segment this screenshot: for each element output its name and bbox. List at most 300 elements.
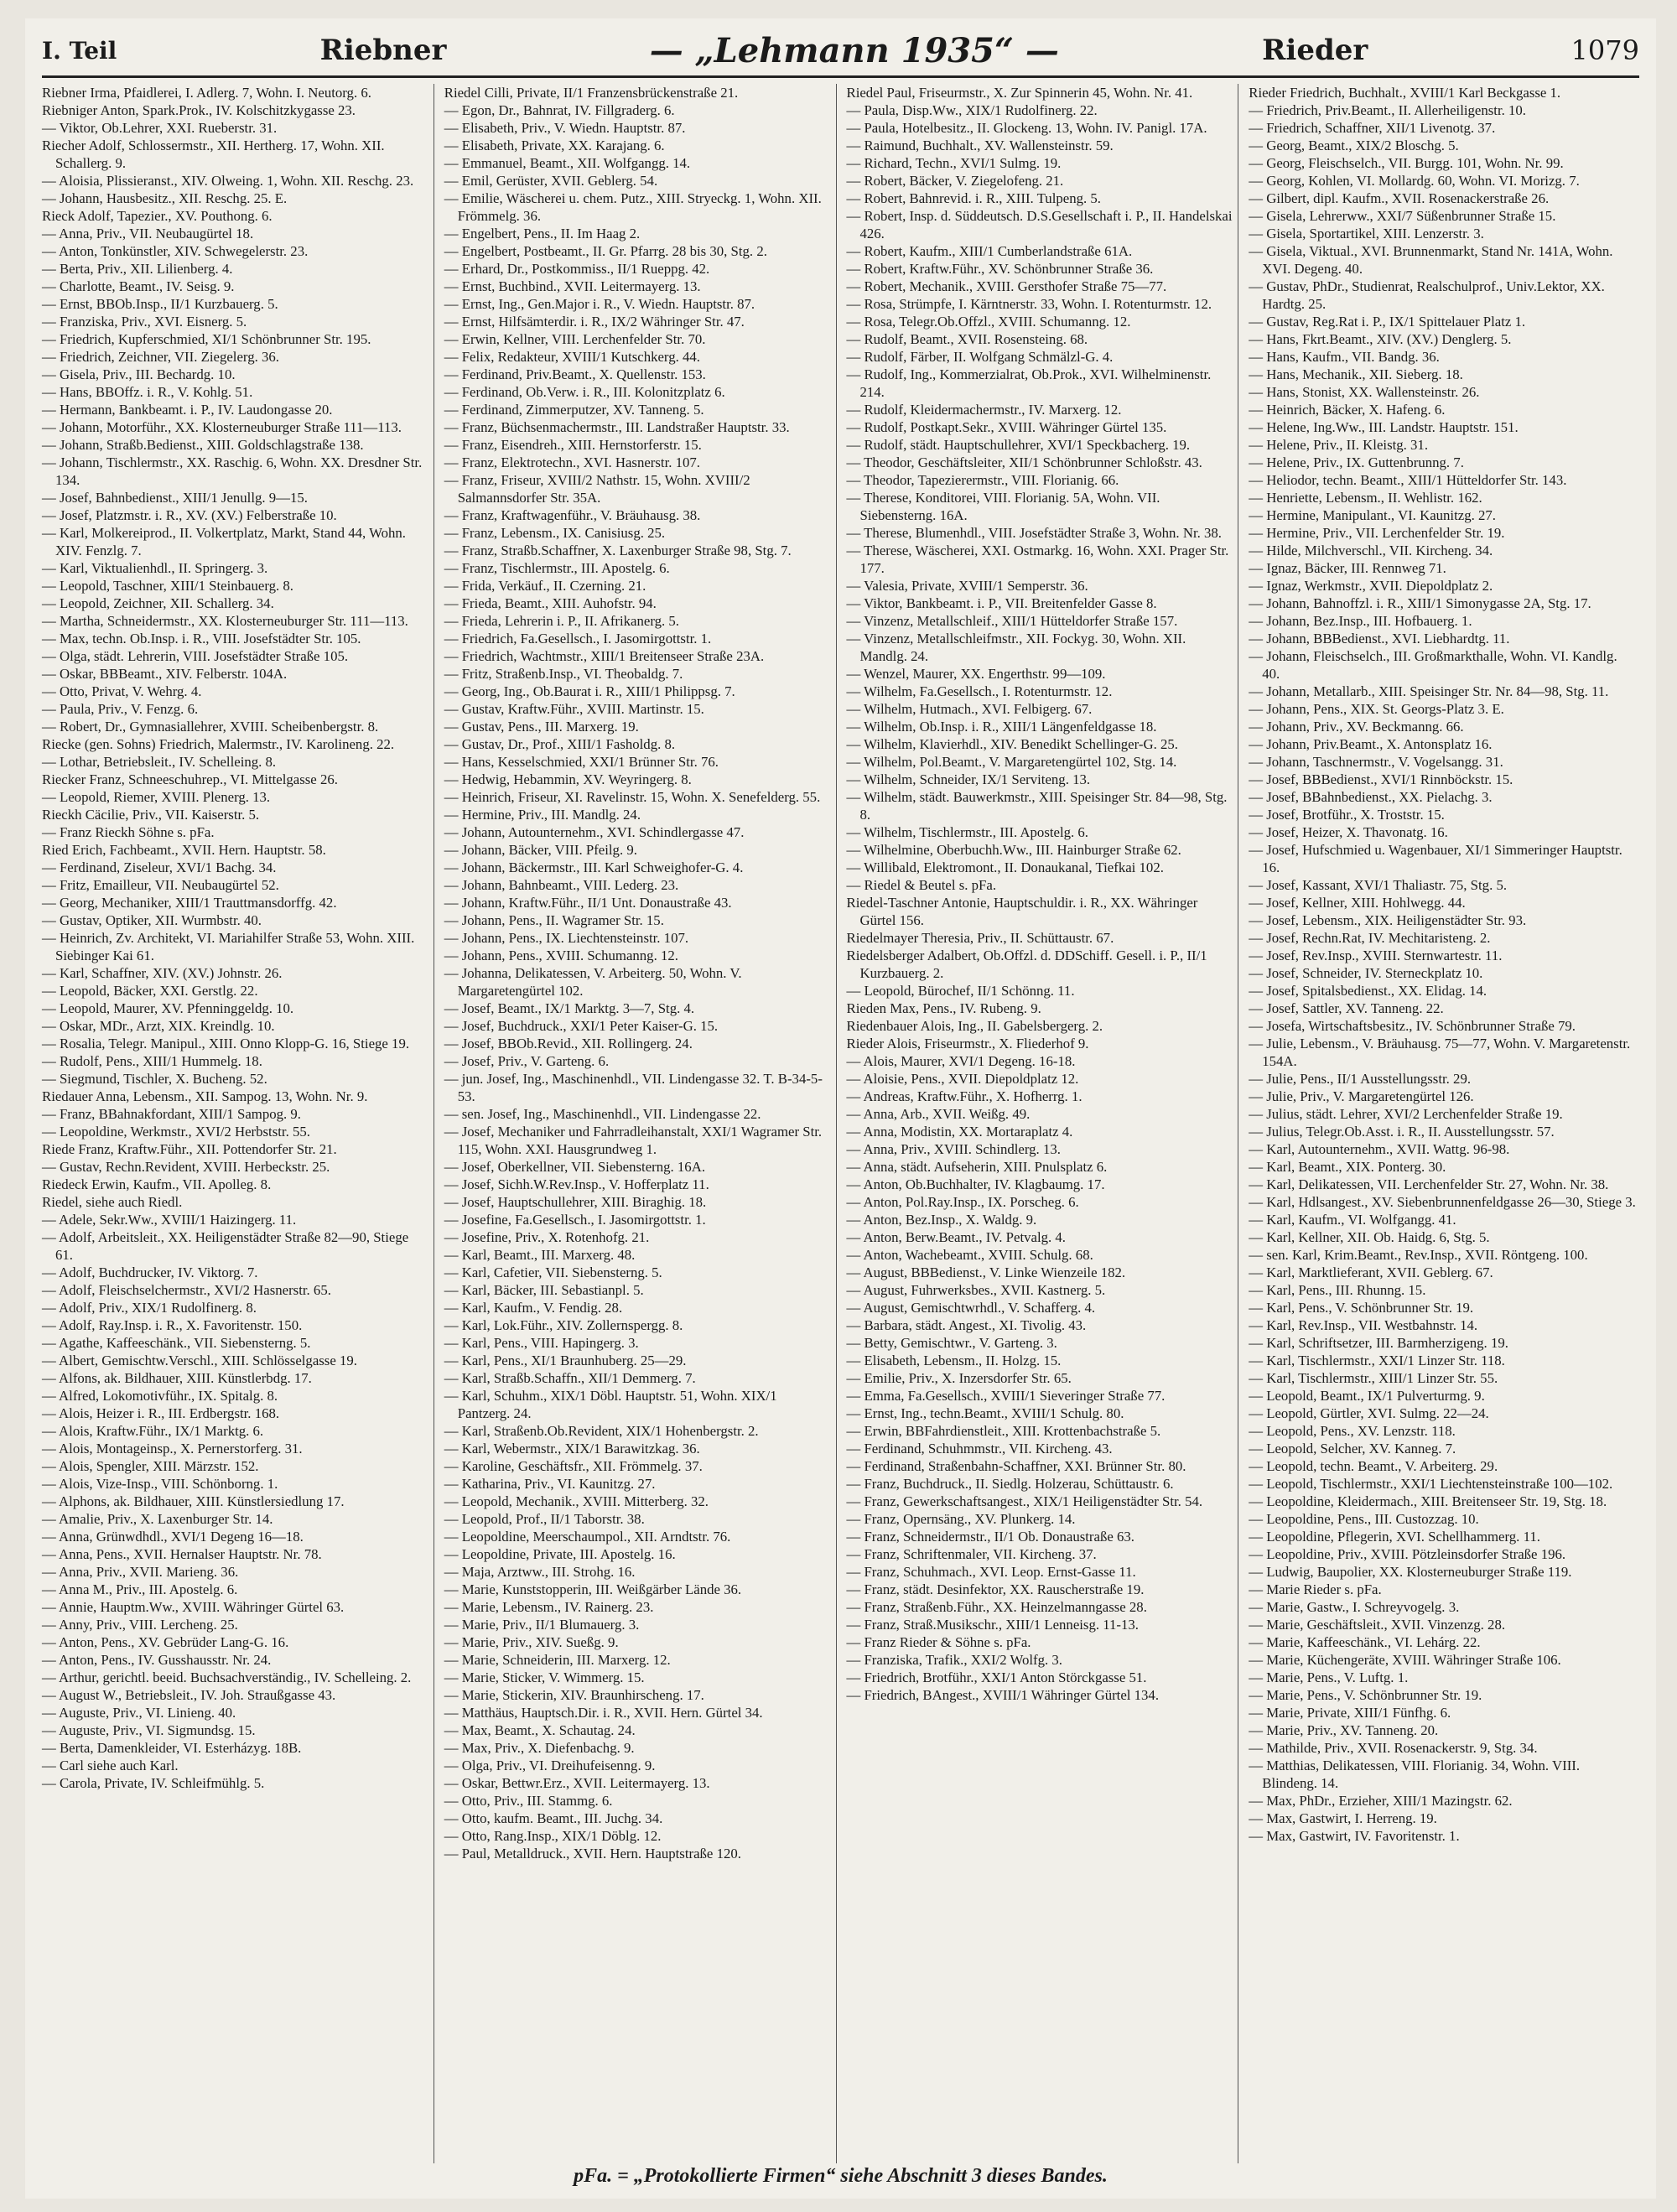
directory-entry: — Josef, Kassant, XVI/1 Thaliastr. 75, Stg. 5. [1249,877,1508,893]
directory-entry: — Robert, Kaufm., XIII/1 Cumberlandstraße 61A. [846,243,1133,259]
directory-entry: — Leopoldine, Pflegerin, XVI. Schellhammerg. 11. [1249,1529,1540,1545]
directory-entry: — Hans, Fkrt.Beamt., XIV. (XV.) Denglerg. 5. [1249,331,1512,347]
directory-entry: — Josef, Bahnbedienst., XIII/1 Jenullg. 9—15. [42,490,308,506]
directory-entry: — Carola, Private, IV. Schleifmühlg. 5. [42,1775,265,1791]
directory-entry: — Josef, BBahnbedienst., XX. Pielachg. 3. [1249,789,1493,805]
directory-entry: — Franz, Gewerkschaftsangest., XIX/1 Heiligenstädter Str. 54. [846,1493,1203,1509]
directory-entry: — Marie, Kaffeeschänk., VI. Lehárg. 22. [1249,1634,1481,1650]
directory-entry: — Alois, Heizer i. R., III. Erdbergstr. 168. [42,1405,280,1421]
directory-entry: — Franziska, Priv., XVI. Eisnerg. 5. [42,314,247,330]
directory-entry: — Georg, Mechaniker, XIII/1 Trauttmansdorffg. 42. [42,895,337,911]
directory-entry: — Franz, Straßb.Schaffner, X. Laxenburger Straße 98, Stg. 7. [444,543,792,558]
directory-entry: — Leopold, Bürochef, II/1 Schönng. 11. [846,983,1075,999]
directory-entry: — Anna, Grünwdhdl., XVI/1 Degeng 16—18. [42,1529,304,1545]
directory-entry: — Anton, Tonkünstler, XIV. Schwegelerstr. 23. [42,243,309,259]
directory-entry: — Wilhelm, Hutmach., XVI. Felbigerg. 67. [846,701,1093,717]
directory-entry: — Anna, Priv., XVII. Marieng. 36. [42,1564,239,1580]
directory-entry: Riedeck Erwin, Kaufm., VII. Apolleg. 8. [42,1176,272,1192]
directory-entry: — Karl, Schuhm., XIX/1 Döbl. Hauptstr. 51, Wohn. XIX/1 Pantzerg. 24. [444,1388,777,1421]
directory-entry: — Johann, Tischlermstr., XX. Raschig. 6, Wohn. XX. Dresdner Str. 134. [42,454,423,488]
directory-entry: — Josef, Kellner, XIII. Hohlwegg. 44. [1249,895,1466,911]
directory-entry: — Hermann, Bankbeamt. i. P., IV. Laudongasse 20. [42,402,333,418]
directory-entry: — Alphons, ak. Bildhauer, XIII. Künstlersiedlung 17. [42,1493,345,1509]
directory-entry: — Aloisie, Pens., XVII. Diepoldplatz 12. [846,1071,1079,1087]
directory-entry: — Heliodor, techn. Beamt., XIII/1 Hütteldorfer Str. 143. [1249,472,1567,488]
directory-entry: — Karl, Delikatessen, VII. Lerchenfelder Str. 27, Wohn. Nr. 38. [1249,1176,1609,1192]
directory-entry: — Adele, Sekr.Ww., XVIII/1 Haizingerg. 11. [42,1212,297,1228]
directory-entry: — Willibald, Elektromont., II. Donaukanal, Tiefkai 102. [846,859,1164,875]
directory-entry: Riedel Cilli, Private, II/1 Franzensbrückenstraße 21. [444,85,739,101]
directory-entry: — Anton, Pol.Ray.Insp., IX. Porscheg. 6. [846,1194,1079,1210]
directory-entry: — Josefine, Fa.Gesellsch., I. Jasomirgottstr. 1. [444,1212,706,1228]
directory-entry: — Berta, Damenkleider, VI. Esterházyg. 18B. [42,1740,302,1756]
directory-entry: — Anton, Ob.Buchhalter, IV. Klagbaumg. 17. [846,1176,1105,1192]
directory-entry: — Karl, Webermstr., XIX/1 Barawitzkag. 36. [444,1441,700,1456]
directory-entry: — Adolf, Fleischselchermstr., XVI/2 Hasnerstr. 65. [42,1282,331,1298]
directory-entry: — Max, Gastwirt, I. Herreng. 19. [1249,1810,1437,1826]
directory-entry: — Gustav, Pens., III. Marxerg. 19. [444,719,639,735]
directory-entry: — Leopoldine, Pens., III. Custozzag. 10. [1249,1511,1479,1527]
directory-page [25,18,1656,2199]
directory-entry: — Josef, Spitalsbedienst., XX. Elidag. 14. [1249,983,1487,999]
directory-entry: — Engelbert, Pens., II. Im Haag 2. [444,226,641,241]
directory-entry: — Carl siehe auch Karl. [42,1758,179,1773]
directory-entry: — Johann, Motorführ., XX. Klosterneuburger Straße 111—113. [42,419,402,435]
directory-entry: — sen. Karl, Krim.Beamt., Rev.Insp., XVII. Röntgeng. 100. [1249,1247,1588,1263]
directory-entry: — Marie, Küchengeräte, XVIII. Währinger Straße 106. [1249,1652,1561,1668]
directory-entry: — Maja, Arztww., III. Strohg. 16. [444,1564,636,1580]
directory-entry: — Leopold, Taschner, XIII/1 Steinbauerg. 8. [42,578,293,594]
directory-entry: — Elisabeth, Priv., V. Wiedn. Hauptstr. 87. [444,120,686,136]
directory-entry: — August W., Betriebsleit., IV. Joh. Straußgasse 43. [42,1687,336,1703]
directory-entry: — Karl, Schaffner, XIV. (XV.) Johnstr. 26. [42,965,283,981]
directory-entry: — Matthäus, Hauptsch.Dir. i. R., XVII. Hern. Gürtel 34. [444,1705,763,1721]
directory-entry: — Gisela, Sportartikel, XIII. Lenzerstr. 3. [1249,226,1484,241]
directory-entry: — Engelbert, Postbeamt., II. Gr. Pfarrg. 28 bis 30, Stg. 2. [444,243,767,259]
directory-entry: — Anna, Priv., VII. Neubaugürtel 18. [42,226,254,241]
directory-entry: — Josef, Beamt., IX/1 Marktg. 3—7, Stg. 4. [444,1000,695,1016]
directory-entry: — Marie, Pens., V. Luftg. 1. [1249,1669,1409,1685]
directory-entry: — Valesia, Private, XVIII/1 Semperstr. 36. [846,578,1088,594]
directory-entry: — Karl, Beamt., XIX. Ponterg. 30. [1249,1159,1446,1175]
directory-entry: — Marie, Geschäftsleit., XVII. Vinzenzg. 28. [1249,1617,1506,1633]
directory-entry: — Olga, Priv., VI. Dreihufeisenng. 9. [444,1758,656,1773]
directory-entry: — August, BBBedienst., V. Linke Wienzeile 182. [846,1264,1126,1280]
directory-entry: — Josef, Brotführ., X. Troststr. 15. [1249,807,1445,823]
directory-entry: — Karl, Cafetier, VII. Siebensterng. 5. [444,1264,662,1280]
directory-entry: — Johann, Hausbesitz., XII. Reschg. 25. E. [42,190,288,206]
directory-entry: — Max, PhDr., Erzieher, XIII/1 Mazingstr. 62. [1249,1793,1513,1809]
directory-entry: — Franz, Schuhmach., XVI. Leop. Ernst-Gasse 11. [846,1564,1136,1580]
directory-entry: — Helene, Priv., IX. Guttenbrunng. 7. [1249,454,1464,470]
directory-entry: — Leopold, Prof., II/1 Taborstr. 38. [444,1511,645,1527]
directory-entry: — Leopold, Beamt., IX/1 Pulverturmg. 9. [1249,1388,1485,1404]
directory-entry: — Leopold, Zeichner, XII. Schallerg. 34. [42,595,274,611]
directory-entry: — Leopold, Bäcker, XXI. Gerstlg. 22. [42,983,258,999]
directory-entry: — Franz Rieckh Söhne s. pFa. [42,824,215,840]
directory-entry: — Friedrich, Schaffner, XII/1 Livenotg. 37. [1249,120,1496,136]
directory-entry: — Karl, Pens., V. Schönbrunner Str. 19. [1249,1300,1474,1316]
directory-entry: — Adolf, Arbeitsleit., XX. Heiligenstädter Straße 82—90, Stiege 61. [42,1229,409,1263]
directory-entry: Rieder Friedrich, Buchhalt., XVIII/1 Karl Beckgasse 1. [1249,85,1561,101]
directory-entry: — Franz, Schriftenmaler, VII. Kircheng. 37. [846,1546,1097,1562]
directory-entry: — Ferdinand, Zimmerputzer, XV. Tanneng. 5. [444,402,704,418]
directory-entry: — Karoline, Geschäftsfr., XII. Frömmelg. 37. [444,1458,703,1474]
directory-entry: — Johann, Pens., IX. Liechtensteinstr. 107. [444,930,689,946]
directory-entry: — Therese, Blumenhdl., VIII. Josefstädter Straße 3, Wohn. Nr. 38. [846,525,1222,541]
directory-entry: — Paula, Hotelbesitz., II. Glockeng. 13, Wohn. IV. Panigl. 17A. [846,120,1207,136]
directory-entry: — Olga, städt. Lehrerin, VIII. Josefstädter Straße 105. [42,648,349,664]
directory-entry: — Martha, Schneidermstr., XX. Klosterneuburger Str. 111—113. [42,613,408,629]
right-keyword: Rieder [1262,34,1368,67]
directory-entry: — Hedwig, Hebammin, XV. Weyringerg. 8. [444,771,692,787]
directory-entry: — Josef, Oberkellner, VII. Siebensterng. 16A. [444,1159,706,1175]
directory-entry: — Karl, Autounternehm., XVII. Wattg. 96-98. [1249,1141,1510,1157]
directory-entry: — Anton, Pens., IV. Gusshausstr. Nr. 24. [42,1652,272,1668]
directory-entry: — Marie, Priv., II/1 Blumauerg. 3. [444,1617,640,1633]
directory-entry: Riedauer Anna, Lebensm., XII. Sampog. 13, Wohn. Nr. 9. [42,1088,368,1104]
directory-entry: — Friedrich, BAngest., XVIII/1 Währinger Gürtel 134. [846,1687,1160,1703]
directory-entry: Riecke (gen. Sohns) Friedrich, Malermstr., IV. Karolineng. 22. [42,736,395,752]
directory-entry: — Rudolf, Färber, II. Wolfgang Schmälzl-G. 4. [846,349,1114,365]
directory-entry: — Marie, Gastw., I. Schreyvogelg. 3. [1249,1599,1460,1615]
directory-entry: — Robert, Bahnrevid. i. R., XIII. Tulpeng. 5. [846,190,1101,206]
directory-column-1 [40,84,434,2163]
directory-entry: — Anna, Pens., XVII. Hernalser Hauptstr. Nr. 78. [42,1546,322,1562]
directory-entry: Riedel-Taschner Antonie, Hauptschuldir. i. R., XX. Währinger Gürtel 156. [846,895,1198,928]
directory-entry: — Anna, Arb., XVII. Weißg. 49. [846,1106,1031,1122]
directory-entry: — Karl, Straßenb.Ob.Revident, XIX/1 Hohenbergstr. 2. [444,1423,759,1439]
directory-entry: — Riedel & Beutel s. pFa. [846,877,997,893]
directory-entry: — Emmanuel, Beamt., XII. Wolfgangg. 14. [444,155,691,171]
directory-entry: — Theodor, Geschäftsleiter, XII/1 Schönbrunner Schloßstr. 43. [846,454,1202,470]
directory-entry: — Alois, Montageinsp., X. Pernerstorferg. 31. [42,1441,303,1456]
directory-entry: — Albert, Gemischtw.Verschl., XIII. Schlösselgasse 19. [42,1353,357,1368]
directory-entry: — Johann, Straßb.Bedienst., XIII. Goldschlagstraße 138. [42,437,364,453]
directory-entry: — Oskar, Bettwr.Erz., XVII. Leitermayerg. 13. [444,1775,710,1791]
directory-entry: — Ernst, Ing., Gen.Major i. R., V. Wiedn. Hauptstr. 87. [444,296,755,312]
directory-entry: — Josefa, Wirtschaftsbesitz., IV. Schönbrunner Straße 79. [1249,1018,1576,1034]
directory-entry: — Josef, Mechaniker und Fahrradleihanstalt, XXI/1 Wagramer Str. 115, Wohn. XXI. Hausgrundweg 1. [444,1124,823,1157]
directory-entry: — Oskar, MDr., Arzt, XIX. Kreindlg. 10. [42,1018,275,1034]
directory-entry: — Karl, Tischlermstr., XIII/1 Linzer Str. 55. [1249,1370,1498,1386]
directory-entry: — Erhard, Dr., Postkommiss., II/1 Rueppg. 42. [444,261,710,277]
directory-entry: — Paula, Disp.Ww., XIX/1 Rudolfinerg. 22. [846,102,1098,118]
directory-entry: — Josef, Buchdruck., XXI/1 Peter Kaiser-G. 15. [444,1018,719,1034]
directory-entry: — Helene, Ing.Ww., III. Landstr. Hauptstr. 151. [1249,419,1519,435]
directory-entry: — Hilde, Milchverschl., VII. Kircheng. 34. [1249,543,1493,558]
directory-entry: — Viktor, Bankbeamt. i. P., VII. Breitenfelder Gasse 8. [846,595,1157,611]
directory-entry: — Therese, Konditorei, VIII. Florianig. 5A, Wohn. VII. Siebensterng. 16A. [846,490,1160,523]
directory-entry: — Andreas, Kraftw.Führ., X. Hofherrg. 1. [846,1088,1083,1104]
directory-entry: — Friedrich, Fa.Gesellsch., I. Jasomirgottstr. 1. [444,631,712,646]
directory-entry: — Friedrich, Wachtmstr., XIII/1 Breitenseer Straße 23A. [444,648,765,664]
directory-entry: — Johann, Bez.Insp., III. Hofbauerg. 1. [1249,613,1472,629]
directory-entry: — Anton, Bez.Insp., X. Waldg. 9. [846,1212,1037,1228]
directory-entry: — Heinrich, Bäcker, X. Hafeng. 6. [1249,402,1446,418]
directory-entry: — Paul, Metalldruck., XVII. Hern. Hauptstraße 120. [444,1846,741,1862]
directory-entry: — Johann, Pens., XIX. St. Georgs-Platz 3. E. [1249,701,1504,717]
directory-entry: — Frieda, Lehrerin i. P., II. Afrikanerg. 5. [444,613,679,629]
directory-entry: — Johann, Fleischselch., III. Großmarkthalle, Wohn. VI. Kandlg. 40. [1249,648,1617,682]
directory-entry: — Heinrich, Zv. Architekt, VI. Mariahilfer Straße 53, Wohn. XIII. Siebinger Kai 61. [42,930,415,963]
directory-entry: — Marie Rieder s. pFa. [1249,1581,1382,1597]
directory-entry: — Leopold, Selcher, XV. Kanneg. 7. [1249,1441,1456,1456]
directory-entry: — Josef, Sichh.W.Rev.Insp., V. Hofferplatz 11. [444,1176,709,1192]
directory-entry: — Gustav, Kraftw.Führ., XVIII. Martinstr. 15. [444,701,704,717]
directory-entry: — Hans, Kaufm., VII. Bandg. 36. [1249,349,1440,365]
directory-entry: — Johann, Bäcker, VIII. Pfeilg. 9. [444,842,637,858]
directory-entry: — Karl, Bäcker, III. Sebastianpl. 5. [444,1282,644,1298]
directory-entry: — Karl, Straßb.Schaffn., XII/1 Demmerg. 7. [444,1370,696,1386]
directory-entry: — Anna, Modistin, XX. Mortaraplatz 4. [846,1124,1073,1140]
page-header [42,25,1639,78]
directory-entry: — Karl, Hdlsangest., XV. Siebenbrunnenfeldgasse 26—30, Stiege 3. [1249,1194,1636,1210]
directory-entry: — Franz, Elektrotechn., XVI. Hasnerstr. 107. [444,454,700,470]
directory-entry: — Max, techn. Ob.Insp. i. R., VIII. Josefstädter Str. 105. [42,631,361,646]
directory-entry: — Karl, Kaufm., VI. Wolfgangg. 41. [1249,1212,1456,1228]
directory-entry: — Hans, Mechanik., XII. Sieberg. 18. [1249,366,1463,382]
directory-entry: — Therese, Wäscherei, XXI. Ostmarkg. 16, Wohn. XXI. Prager Str. 177. [846,543,1229,576]
directory-entry: — Josefine, Priv., X. Rotenhofg. 21. [444,1229,650,1245]
directory-entry: — Leopoldine, Private, III. Apostelg. 16. [444,1546,676,1562]
directory-entry: Riecker Franz, Schneeschuhrep., VI. Mittelgasse 26. [42,771,338,787]
directory-column-3 [845,84,1239,2163]
directory-entry: — Betty, Gemischtwr., V. Garteng. 3. [846,1335,1057,1351]
directory-entry: — Marie, Sticker, V. Wimmerg. 15. [444,1669,645,1685]
directory-entry: — Adolf, Buchdrucker, IV. Viktorg. 7. [42,1264,258,1280]
directory-entry: — Franz, Opernsäng., XV. Plunkerg. 14. [846,1511,1076,1527]
part-label: I. Teil [42,36,117,65]
directory-entry: — Mathilde, Priv., XVII. Rosenackerstr. 9, Stg. 34. [1249,1740,1538,1756]
directory-entry: — Johann, Bahnoffzl. i. R., XIII/1 Simonygasse 2A, Stg. 17. [1249,595,1591,611]
directory-entry: — Franz, Schneidermstr., II/1 Ob. Donaustraße 63. [846,1529,1134,1545]
directory-entry: — Paula, Priv., V. Fenzg. 6. [42,701,199,717]
directory-entry: — Franz, BBahnakfordant, XIII/1 Sampog. 9. [42,1106,301,1122]
directory-entry: — August, Gemischtwrhdl., V. Schafferg. 4. [846,1300,1096,1316]
directory-entry: — Gustav, Optiker, XII. Wurmbstr. 40. [42,912,262,928]
directory-entry: — Anton, Pens., XV. Gebrüder Lang-G. 16. [42,1634,289,1650]
directory-entry: — Franz, Straß.Musikschr., XIII/1 Lenneisg. 11-13. [846,1617,1139,1633]
directory-entry: — Anna, städt. Aufseherin, XIII. Pnulsplatz 6. [846,1159,1108,1175]
directory-entry: — Katharina, Priv., VI. Kaunitzg. 27. [444,1476,656,1492]
directory-entry: — Karl, Kaufm., V. Fendig. 28. [444,1300,623,1316]
directory-entry: Riebniger Anton, Spark.Prok., IV. Kolschitzkygasse 23. [42,102,356,118]
directory-entry: — Marie, Priv., XIV. Sueßg. 9. [444,1634,619,1650]
directory-entry: — Hermine, Priv., III. Mandlg. 24. [444,807,641,823]
directory-entry: — Leopold, Mechanik., XVIII. Mitterberg. 32. [444,1493,709,1509]
directory-entry: — Ernst, Buchbind., XVII. Leitermayerg. 13. [444,278,701,294]
directory-entry: — Franz Rieder & Söhne s. pFa. [846,1634,1031,1650]
directory-entry: — Johann, Taschnermstr., V. Vogelsangg. 31. [1249,754,1503,770]
directory-entry: — Alois, Maurer, XVI/1 Degeng. 16-18. [846,1053,1076,1069]
directory-entry: — Otto, Priv., III. Stammg. 6. [444,1793,613,1809]
directory-entry: — Raimund, Buchhalt., XV. Wallensteinstr. 59. [846,138,1114,153]
directory-entry: — Josef, Priv., V. Garteng. 6. [444,1053,610,1069]
directory-entry: — Leopold, Maurer, XV. Pfenninggeldg. 10. [42,1000,294,1016]
directory-entry: — sen. Josef, Ing., Maschinenhdl., VII. Lindengasse 22. [444,1106,761,1122]
directory-entry: — Leopold, techn. Beamt., V. Arbeiterg. 29. [1249,1458,1498,1474]
directory-columns [40,84,1641,2163]
directory-entry: — Julie, Pens., II/1 Ausstellungsstr. 29. [1249,1071,1472,1087]
directory-entry: — Rosa, Strümpfe, I. Kärntnerstr. 33, Wohn. I. Rotenturmstr. 12. [846,296,1212,312]
directory-entry: — Anny, Priv., VIII. Lercheng. 25. [42,1617,238,1633]
directory-entry: — Josef, Hauptschullehrer, XIII. Biraghig. 18. [444,1194,707,1210]
directory-entry: — Alois, Spengler, XIII. Märzstr. 152. [42,1458,259,1474]
directory-entry: — Franz, Friseur, XVIII/2 Nathstr. 15, Wohn. XVIII/2 Salmannsdorfer Str. 35A. [444,472,750,506]
directory-entry: — Rudolf, Kleidermachermstr., IV. Marxerg. 12. [846,402,1122,418]
directory-entry: — Wilhelm, Ob.Insp. i. R., XIII/1 Längenfeldgasse 18. [846,719,1157,735]
directory-entry: — Wilhelm, Fa.Gesellsch., I. Rotenturmstr. 12. [846,683,1113,699]
page-title: — „Lehmann 1935“ — [649,30,1059,70]
directory-entry: — Ernst, BBOb.Insp., II/1 Kurzbauerg. 5. [42,296,278,312]
left-keyword: Riebner [319,34,447,67]
directory-entry: — Erwin, BBFahrdienstleit., XIII. Krottenbachstraße 5. [846,1423,1161,1439]
directory-entry: — Max, Gastwirt, IV. Favoritenstr. 1. [1249,1828,1460,1844]
directory-entry: — Adolf, Ray.Insp. i. R., X. Favoritenstr. 150. [42,1317,303,1333]
page-number: 1079 [1571,34,1639,66]
directory-entry: — Rudolf, Beamt., XVII. Rosensteing. 68. [846,331,1088,347]
directory-entry: — Josef, Platzmstr. i. R., XV. (XV.) Felberstraße 10. [42,507,337,523]
directory-entry: — August, Fuhrwerksbes., XVII. Kastnerg. 5. [846,1282,1106,1298]
directory-entry: Riedel Paul, Friseurmstr., X. Zur Spinnerin 45, Wohn. Nr. 41. [846,85,1193,101]
directory-entry: — Gustav, Dr., Prof., XIII/1 Fasholdg. 8. [444,736,676,752]
directory-entry: — Franz, Tischlermstr., III. Apostelg. 6. [444,560,670,576]
directory-entry: — Josef, Sattler, XV. Tanneng. 22. [1249,1000,1444,1016]
directory-entry: — Amalie, Priv., X. Laxenburger Str. 14. [42,1511,273,1527]
directory-entry: — Elisabeth, Lebensm., II. Holzg. 15. [846,1353,1062,1368]
directory-entry: — Johann, Bäckermstr., III. Karl Schweighofer-G. 4. [444,859,744,875]
directory-entry: — Friedrich, Zeichner, VII. Ziegelerg. 36. [42,349,279,365]
directory-entry: Riecher Adolf, Schlossermstr., XII. Hertherg. 17, Wohn. XII. Schallerg. 9. [42,138,385,171]
directory-entry: — Max, Beamt., X. Schautag. 24. [444,1722,636,1738]
directory-entry: — Johann, Priv.Beamt., X. Antonsplatz 16. [1249,736,1493,752]
directory-entry: — Egon, Dr., Bahnrat, IV. Fillgraderg. 6. [444,102,675,118]
directory-entry: — Henriette, Lebensm., II. Wehlistr. 162. [1249,490,1482,506]
directory-entry: — Julie, Lebensm., V. Bräuhausg. 75—77, Wohn. V. Margaretenstr. 154A. [1249,1036,1631,1069]
directory-entry: — Karl, Marktlieferant, XVII. Geblerg. 67. [1249,1264,1493,1280]
directory-entry: — Agathe, Kaffeeschänk., VII. Siebensterng. 5. [42,1335,311,1351]
directory-entry: — Marie, Stickerin, XIV. Braunhirscheng. 17. [444,1687,704,1703]
directory-entry: — Georg, Ing., Ob.Baurat i. R., XIII/1 Philippsg. 7. [444,683,735,699]
directory-entry: — Marie, Lebensm., IV. Rainerg. 23. [444,1599,654,1615]
directory-entry: — Rudolf, städt. Hauptschullehrer, XVI/1 Speckbacherg. 19. [846,437,1191,453]
directory-entry: — Hans, Kesselschmied, XXI/1 Brünner Str. 76. [444,754,719,770]
footer-note: pFa. = „Protokollierte Firmen“ siehe Abschnitt 3 dieses Bandes. [574,2165,1108,2187]
directory-entry: — Berta, Priv., XII. Lilienberg. 4. [42,261,233,277]
directory-entry: Riedelmayer Theresia, Priv., II. Schüttaustr. 67. [846,930,1114,946]
directory-entry: — Franz, städt. Desinfektor, XX. Rauscherstraße 19. [846,1581,1145,1597]
directory-entry: — Elisabeth, Private, XX. Karajang. 6. [444,138,665,153]
directory-entry: — Ludwig, Baupolier, XX. Klosterneuburger Straße 119. [1249,1564,1572,1580]
directory-entry: — Arthur, gerichtl. beeid. Buchsachverständig., IV. Schelleing. 2. [42,1669,412,1685]
directory-entry: Riede Franz, Kraftw.Führ., XII. Pottendorfer Str. 21. [42,1141,337,1157]
directory-entry: — Johann, Priv., XV. Beckmanng. 66. [1249,719,1464,735]
directory-entry: — Ferdinand, Schuhmmstr., VII. Kircheng. 43. [846,1441,1113,1456]
directory-entry: — Gilbert, dipl. Kaufm., XVII. Rosenackerstraße 26. [1249,190,1550,206]
directory-entry: — Ferdinand, Ziseleur, XVI/1 Bachg. 34. [42,859,277,875]
directory-entry: — Johann, Metallarb., XIII. Speisinger Str. Nr. 84—98, Stg. 11. [1249,683,1609,699]
directory-entry: — Friedrich, Brotführ., XXI/1 Anton Störckgasse 51. [846,1669,1147,1685]
directory-entry: — Karl, Molkereiprod., II. Volkertplatz, Markt, Stand 44, Wohn. XIV. Fenzlg. 7. [42,525,406,558]
directory-entry: — Josef, Schneider, IV. Sterneckplatz 10. [1249,965,1483,981]
directory-entry: Riedel, siehe auch Riedl. [42,1194,183,1210]
directory-column-4 [1247,84,1641,2163]
directory-entry: — Robert, Insp. d. Süddeutsch. D.S.Gesellschaft i. P., II. Handelskai 426. [846,208,1233,241]
directory-entry: — Johann, Kraftw.Führ., II/1 Unt. Donaustraße 43. [444,895,732,911]
directory-entry: — Max, Priv., X. Diefenbachg. 9. [444,1740,635,1756]
directory-entry: — Adolf, Priv., XIX/1 Rudolfinerg. 8. [42,1300,257,1316]
directory-entry: — Wenzel, Maurer, XX. Engerthstr. 99—109. [846,666,1106,682]
directory-entry: — Gustav, Rechn.Revident, XVIII. Herbeckstr. 25. [42,1159,330,1175]
directory-entry: — Anna M., Priv., III. Apostelg. 6. [42,1581,238,1597]
directory-entry: — Ignaz, Werkmstr., XVII. Diepoldplatz 2. [1249,578,1493,594]
directory-entry: — Ferdinand, Straßenbahn-Schaffner, XXI. Brünner Str. 80. [846,1458,1186,1474]
directory-entry: — Gustav, Reg.Rat i. P., IX/1 Spittelauer Platz 1. [1249,314,1526,330]
directory-entry: — Hans, BBOffz. i. R., V. Kohlg. 51. [42,384,253,400]
directory-entry: — Franz, Buchdruck., II. Siedlg. Holzerau, Schüttaustr. 6. [846,1476,1174,1492]
directory-entry: Rieckh Cäcilie, Priv., VII. Kaiserstr. 5. [42,807,260,823]
directory-entry: — Rosa, Telegr.Ob.Offzl., XVIII. Schumanng. 12. [846,314,1131,330]
directory-entry: — Josef, Lebensm., XIX. Heiligenstädter Str. 93. [1249,912,1527,928]
directory-entry: — Frida, Verkäuf., II. Czerning. 21. [444,578,646,594]
directory-entry: — Karl, Pens., XI/1 Braunhuberg. 25—29. [444,1353,687,1368]
directory-entry: — Karl, Lok.Führ., XIV. Zollernspergg. 8. [444,1317,683,1333]
directory-entry: — Gisela, Viktual., XVI. Brunnenmarkt, Stand Nr. 141A, Wohn. XVI. Degeng. 40. [1249,243,1613,277]
directory-entry: — Vinzenz, Metallschleif., XIII/1 Hütteldorfer Straße 157. [846,613,1178,629]
directory-entry: — Auguste, Priv., VI. Linieng. 40. [42,1705,236,1721]
directory-entry: — Josef, Rechn.Rat, IV. Mechitaristeng. 2. [1249,930,1491,946]
directory-entry: — Franz, Straßenb.Führ., XX. Heinzelmanngasse 28. [846,1599,1147,1615]
directory-entry: — Friedrich, Priv.Beamt., II. Allerheiligenstr. 10. [1249,102,1526,118]
directory-entry: — Anton, Berw.Beamt., IV. Petvalg. 4. [846,1229,1066,1245]
directory-entry: — Marie, Priv., XV. Tanneng. 20. [1249,1722,1439,1738]
directory-entry: — Karl, Rev.Insp., VII. Westbahnstr. 14. [1249,1317,1478,1333]
directory-entry: — Heinrich, Friseur, XI. Ravelinstr. 15, Wohn. X. Senefelderg. 55. [444,789,821,805]
directory-entry: — Franz, Kraftwagenführ., V. Bräuhausg. 38. [444,507,701,523]
directory-entry: — Karl, Viktualienhdl., II. Springerg. 3. [42,560,268,576]
directory-entry: — Karl, Tischlermstr., XXI/1 Linzer Str. 118. [1249,1353,1505,1368]
directory-entry: Riebner Irma, Pfaidlerei, I. Adlerg. 7, Wohn. I. Neutorg. 6. [42,85,371,101]
directory-entry: — Johann, BBBedienst., XVI. Liebhardtg. 11. [1249,631,1510,646]
directory-entry: Ried Erich, Fachbeamt., XVII. Hern. Hauptstr. 58. [42,842,326,858]
directory-entry: — Emilie, Priv., X. Inzersdorfer Str. 65. [846,1370,1072,1386]
directory-entry: — Fritz, Emailleur, VII. Neubaugürtel 52. [42,877,279,893]
directory-entry: — Otto, Privat, V. Wehrg. 4. [42,683,202,699]
directory-entry: — Rudolf, Pens., XIII/1 Hummelg. 18. [42,1053,262,1069]
directory-entry: — Wilhelm, Schneider, IX/1 Serviteng. 13. [846,771,1091,787]
directory-entry: Riedenbauer Alois, Ing., II. Gabelsbergerg. 2. [846,1018,1103,1034]
directory-entry: — Otto, kaufm. Beamt., III. Juchg. 34. [444,1810,663,1826]
directory-entry: — Alois, Vize-Insp., VIII. Schönborng. 1. [42,1476,278,1492]
directory-entry: — Matthias, Delikatessen, VIII. Florianig. 34, Wohn. VIII. Blindeng. 14. [1249,1758,1581,1791]
directory-entry: — Hans, Stonist, XX. Wallensteinstr. 26. [1249,384,1480,400]
directory-entry: — Oskar, BBBeamt., XIV. Felberstr. 104A. [42,666,288,682]
directory-entry: — Ferdinand, Ob.Verw. i. R., III. Kolonitzplatz 6. [444,384,725,400]
directory-entry: — Ferdinand, Priv.Beamt., X. Quellenstr. 153. [444,366,706,382]
directory-entry: — Ernst, Hilfsämterdir. i. R., IX/2 Währinger Str. 47. [444,314,745,330]
directory-entry: — Leopoldine, Kleidermach., XIII. Breitenseer Str. 19, Stg. 18. [1249,1493,1607,1509]
directory-entry: — Alfons, ak. Bildhauer, XIII. Künstlerbdg. 17. [42,1370,312,1386]
directory-column-2 [443,84,837,2163]
directory-entry: — Marie, Kunststopperin, III. Weißgärber Lände 36. [444,1581,742,1597]
directory-entry: — Emma, Fa.Gesellsch., XVIII/1 Sieveringer Straße 77. [846,1388,1166,1404]
directory-entry: — jun. Josef, Ing., Maschinenhdl., VII. Lindengasse 32. T. B-34-5-53. [444,1071,823,1104]
directory-entry: — Anton, Wachebeamt., XVIII. Schulg. 68. [846,1247,1093,1263]
directory-entry: — Emil, Gerüster, XVII. Geblerg. 54. [444,173,658,189]
directory-entry: — Leopold, Gürtler, XVI. Sulmg. 22—24. [1249,1405,1489,1421]
directory-entry: — Otto, Rang.Insp., XIX/1 Döblg. 12. [444,1828,662,1844]
